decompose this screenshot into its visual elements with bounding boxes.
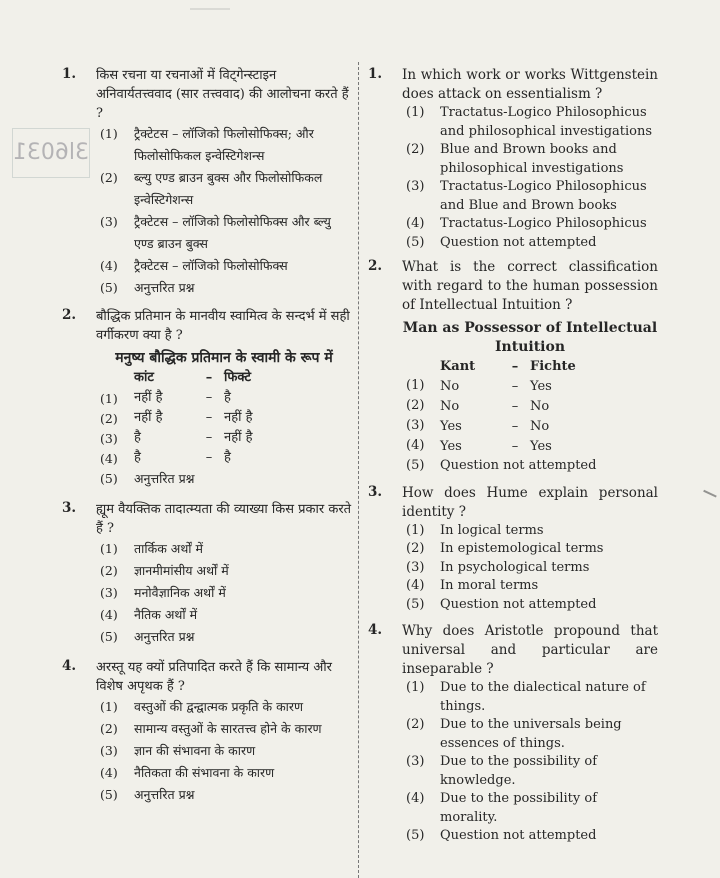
- option-number: (2): [406, 398, 425, 413]
- option-number: (3): [406, 179, 425, 194]
- option-number: (2): [100, 563, 118, 578]
- question-text: बौद्धिक प्रतिमान के मानवीय स्वामित्व के सन्दर्भ में सही वर्गीकरण क्या है ?: [96, 309, 350, 343]
- option: [402, 753, 658, 790]
- option-text: In moral terms: [440, 578, 539, 593]
- dash: –: [511, 419, 519, 434]
- value-a: है: [134, 430, 141, 445]
- value-a: Yes: [440, 419, 462, 434]
- option-number: (4): [406, 438, 425, 453]
- value-b: है: [224, 450, 231, 465]
- option-number: (1): [100, 541, 118, 556]
- option-number: (1): [100, 699, 118, 714]
- option: [402, 141, 658, 178]
- dash: –: [511, 379, 519, 394]
- option-number: (1): [100, 126, 118, 141]
- option-text: ट्रैक्टेटस – लॉजिको फिलोसोफिक्स; और फिलोसोफिकल इन्वेस्टिगेशन्स: [134, 126, 314, 163]
- option-number: (4): [406, 578, 425, 593]
- option-row: [402, 437, 658, 457]
- option-text: Due to the dialectical nature of things.: [440, 680, 646, 714]
- option: [96, 762, 352, 784]
- option: [402, 540, 658, 559]
- option: [96, 784, 352, 806]
- question-number: 2.: [62, 307, 77, 323]
- value-b: नहीं है: [224, 430, 253, 445]
- option-values: [440, 417, 658, 437]
- hindi-column: [62, 66, 352, 806]
- question-text: Why does Aristotle propound that universal and particular are inseparable ?: [402, 623, 658, 677]
- option: [96, 582, 352, 604]
- dash: –: [511, 359, 519, 374]
- option-text: In logical terms: [440, 522, 544, 538]
- option: [96, 211, 352, 255]
- option-text: Blue and Brown books and philosophical investigations: [440, 142, 624, 176]
- option-row: [96, 388, 352, 408]
- option-row: [96, 448, 352, 468]
- value-b: No: [530, 399, 550, 414]
- question-text: किस रचना या रचनाओं में विट्गेन्स्टाइन अनिवार्यतत्त्ववाद (सार तत्त्ववाद) की आलोचना करते हैं ?: [96, 68, 349, 121]
- option-number: (5): [406, 458, 425, 473]
- option-number: (5): [406, 828, 425, 843]
- question-block: [62, 500, 352, 648]
- option-number: (1): [406, 522, 425, 538]
- question-block: [368, 258, 658, 476]
- question-text: What is the correct classification with regard to the human possession of Intellectual Intuition ?: [402, 259, 658, 313]
- value-b: Yes: [530, 439, 552, 454]
- option-number: (3): [406, 559, 425, 575]
- option-number: (4): [100, 765, 118, 780]
- option: [96, 560, 352, 582]
- option-number: (1): [406, 680, 425, 695]
- option: [96, 696, 352, 718]
- option-values: [440, 437, 658, 457]
- option-text: Question not attempted: [440, 828, 597, 843]
- value-b: No: [530, 419, 550, 434]
- option-number: (2): [406, 541, 425, 556]
- value-a: No: [440, 379, 460, 394]
- option-number: (2): [406, 717, 425, 732]
- option-row: [96, 408, 352, 428]
- dash: –: [511, 439, 519, 454]
- option-text: Tractatus-Logico Philosophicus and Blue and Brown books: [440, 179, 647, 213]
- question-number: 4.: [62, 658, 77, 674]
- option-values: [134, 428, 352, 448]
- option: [402, 104, 658, 141]
- option-number: (3): [406, 754, 425, 769]
- option-number: (4): [100, 451, 118, 466]
- option: [402, 577, 658, 596]
- option-text: Due to the universals being essences of things.: [440, 717, 622, 751]
- option-number: (4): [406, 791, 425, 806]
- question-block: [62, 307, 352, 490]
- option-text: Question not attempted: [440, 596, 597, 612]
- option-text: ज्ञान की संभावना के कारण: [134, 743, 256, 758]
- option-text: Question not attempted: [440, 234, 597, 250]
- option-text: ब्ल्यु एण्ड ब्राउन बुक्स और फिलोसोफिकल इन्वेस्टिगेशन्स: [134, 170, 323, 207]
- option-text: तार्किक अर्थों में: [134, 541, 203, 556]
- option: [96, 123, 352, 167]
- option-number: (5): [100, 629, 118, 644]
- question-number: 2.: [368, 258, 383, 274]
- scan-mark-right: [697, 490, 716, 510]
- option-row: [402, 397, 658, 417]
- option-number: (3): [100, 585, 118, 600]
- column-divider: [358, 62, 360, 878]
- option: [402, 234, 658, 253]
- value-b: है: [224, 390, 231, 405]
- option-text: In epistemological terms: [440, 541, 604, 556]
- value-a: No: [440, 399, 460, 414]
- column-b-label: फिक्टे: [224, 370, 252, 385]
- question-text: ह्यूम वैयक्तिक तादात्म्यता की व्याख्या किस प्रकार करते हैं ?: [96, 502, 352, 536]
- option-number: (2): [100, 411, 118, 426]
- dash: –: [205, 410, 213, 425]
- option-number: (5): [406, 234, 425, 250]
- question-block: [368, 484, 658, 615]
- option: [402, 716, 658, 753]
- option-number: (4): [100, 607, 118, 622]
- question-number: 3.: [368, 483, 383, 500]
- classification-header: [402, 357, 658, 377]
- value-a: Yes: [440, 439, 462, 454]
- option-text: नैतिक अर्थों में: [134, 607, 198, 622]
- dash: –: [205, 430, 213, 445]
- option: [402, 790, 658, 827]
- option-text: Question not attempted: [440, 458, 597, 473]
- question-block: [368, 622, 658, 846]
- option-values: [134, 448, 352, 468]
- option-number: (3): [406, 418, 425, 433]
- value-a: नहीं है: [134, 390, 163, 405]
- option-values: [134, 408, 352, 428]
- option-number: (3): [100, 743, 118, 758]
- option-number: (5): [100, 787, 118, 802]
- question-text: अरस्तू यह क्यों प्रतिपादित करते हैं कि सामान्य और विशेष अपृथक हैं ?: [96, 660, 332, 694]
- question-number: 1.: [62, 66, 77, 82]
- scan-mark: [190, 8, 230, 26]
- option-number: (2): [100, 170, 118, 185]
- question-number: 4.: [368, 622, 383, 638]
- option-number: (5): [406, 596, 425, 612]
- option-text: In psychological terms: [440, 559, 590, 575]
- option-text: अनुत्तरित प्रश्न: [134, 471, 195, 486]
- option-number: (1): [406, 378, 425, 393]
- option-text: वस्तुओं की द्वन्द्वात्मक प्रकृति के कारण: [134, 699, 304, 714]
- english-column: [368, 66, 658, 846]
- option: [96, 277, 352, 299]
- option-text: अनुत्तरित प्रश्न: [134, 629, 195, 644]
- option: [96, 626, 352, 648]
- option-number: (5): [100, 471, 118, 486]
- option: [96, 167, 352, 211]
- option: [96, 538, 352, 560]
- option-number: (1): [406, 105, 425, 120]
- option: [402, 596, 658, 615]
- dash: –: [511, 399, 519, 414]
- question-block: [368, 66, 658, 252]
- dash: –: [205, 390, 213, 405]
- option: [96, 740, 352, 762]
- question-block: [62, 66, 352, 299]
- option-text: Tractatus-Logico Philosophicus and philosophical investigations: [440, 105, 653, 139]
- question-number: 1.: [368, 66, 383, 82]
- value-b: Yes: [530, 379, 552, 394]
- classification-header: [96, 368, 352, 388]
- option-text: ज्ञानमीमांसीय अर्थों में: [134, 563, 229, 578]
- option: [96, 718, 352, 740]
- option: [402, 522, 658, 541]
- dash: –: [205, 370, 213, 385]
- option-text: सामान्य वस्तुओं के सारतत्त्व होने के कारण: [134, 721, 322, 736]
- option-text: नैतिकता की संभावना के कारण: [134, 765, 275, 780]
- dash: –: [205, 450, 213, 465]
- option-text: Due to the possibility of morality.: [440, 791, 598, 825]
- option: [402, 679, 658, 716]
- option-text: अनुत्तरित प्रश्न: [134, 787, 195, 802]
- option: [402, 178, 658, 215]
- question-text: In which work or works Wittgenstein does attack on essentialism ?: [402, 67, 658, 102]
- option-number: (5): [100, 280, 118, 295]
- option-number: (3): [100, 214, 118, 229]
- value-a: है: [134, 450, 141, 465]
- option-text: मनोवैज्ञानिक अर्थों में: [134, 585, 226, 600]
- value-a: नहीं है: [134, 410, 163, 425]
- option-text: ट्रैक्टेटस – लॉजिको फिलोसोफिक्स और ब्ल्यु एण्ड ब्राउन बुक्स: [134, 214, 331, 251]
- classification-title: मनुष्य बौद्धिक प्रतिमान के स्वामी के रूप में: [115, 350, 333, 366]
- option: [402, 457, 658, 476]
- option: [402, 559, 658, 578]
- option-text: अनुत्तरित प्रश्न: [134, 280, 195, 295]
- column-a-label: Kant: [440, 359, 476, 374]
- option-number: (1): [100, 391, 118, 406]
- option-number: (4): [100, 258, 118, 273]
- option-text: Due to the possibility of knowledge.: [440, 754, 598, 788]
- option: [96, 604, 352, 626]
- question-block: [62, 658, 352, 806]
- column-b-label: Fichte: [530, 359, 576, 374]
- classification-title: Man as Possessor of Intellectual Intuition: [402, 320, 658, 355]
- option: [402, 215, 658, 234]
- option-number: (2): [406, 142, 425, 157]
- option-number: (3): [100, 431, 118, 446]
- option: [96, 255, 352, 277]
- option-values: [134, 388, 352, 408]
- option-row: [96, 428, 352, 448]
- option-row: [402, 417, 658, 437]
- reversed-stamp: 3l6031: [12, 128, 90, 178]
- question-number: 3.: [62, 500, 77, 516]
- option-values: [440, 397, 658, 417]
- column-a-label: कांट: [134, 370, 154, 385]
- option-row: [402, 377, 658, 397]
- value-b: नहीं है: [224, 410, 253, 425]
- option: [402, 827, 658, 846]
- option-values: [440, 377, 658, 397]
- option: [96, 468, 352, 490]
- question-text: How does Hume explain personal identity ?: [402, 484, 658, 520]
- option-text: ट्रैक्टेटस – लॉजिको फिलोसोफिक्स: [134, 258, 288, 273]
- option-number: (4): [406, 216, 425, 231]
- option-number: (2): [100, 721, 118, 736]
- option-text: Tractatus-Logico Philosophicus: [440, 216, 647, 231]
